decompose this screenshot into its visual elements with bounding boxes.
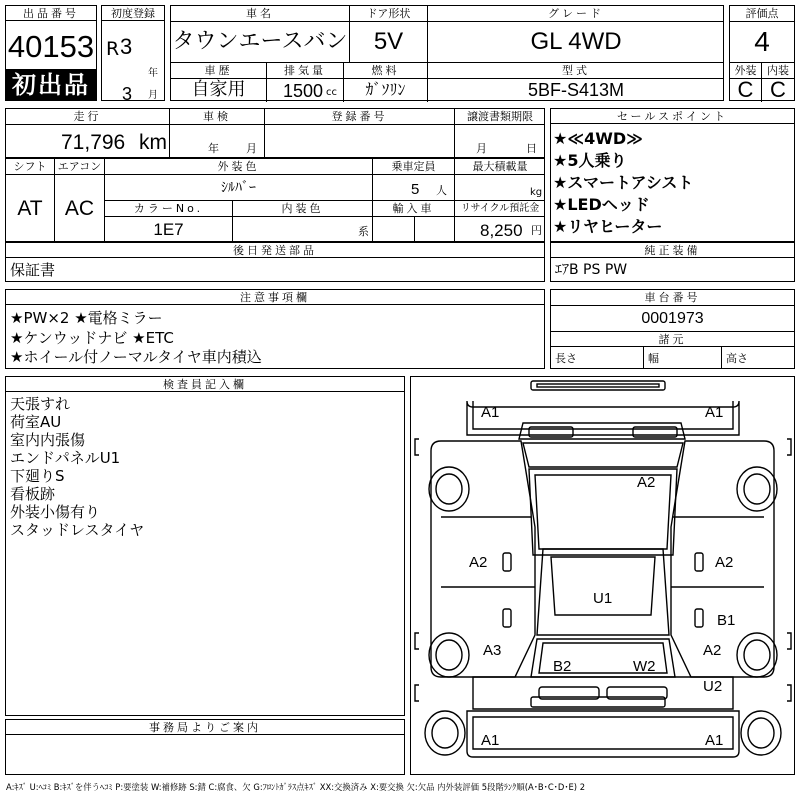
mileage-unit: km bbox=[139, 130, 167, 154]
damage-mark: W2 bbox=[633, 658, 656, 675]
lot-number: 40153 bbox=[7, 28, 95, 64]
sales-points-box bbox=[550, 108, 795, 242]
equipment-value: ｴｱB PS PW bbox=[555, 262, 628, 278]
notes-box bbox=[5, 289, 545, 369]
inspector-line: 看板跡 bbox=[10, 484, 56, 503]
chassis-label: 車台番号 bbox=[644, 291, 701, 304]
later-parts-box bbox=[5, 242, 545, 282]
sales-point: ★LEDヘッド bbox=[553, 195, 650, 214]
office-box bbox=[5, 719, 405, 775]
plate-label: 登録番号 bbox=[331, 110, 388, 123]
transfer-label: 譲渡書類期限 bbox=[467, 110, 533, 123]
sales-point: ★5人乗り bbox=[553, 151, 627, 170]
sales-point: ★≪4WD≫ bbox=[553, 129, 643, 148]
damage-mark: A1 bbox=[705, 404, 724, 421]
first-listing-badge: 初出品 bbox=[6, 69, 96, 100]
mileage-row bbox=[5, 108, 545, 158]
transfer-month-unit: 月 bbox=[476, 141, 487, 155]
int-score-label: 内装 bbox=[767, 64, 789, 77]
year-unit: 年 bbox=[148, 68, 158, 79]
load-label: 最大積載量 bbox=[472, 160, 528, 173]
fuel: ｶﾞｿﾘﾝ bbox=[365, 80, 406, 99]
color-no-label: カラーNo. bbox=[133, 202, 204, 215]
sales-point: ★スマートアシスト bbox=[553, 173, 694, 192]
note-line: ★ホイール付ノーマルタイヤ車内積込 bbox=[10, 348, 262, 366]
reg-year: 3 bbox=[120, 34, 133, 59]
damage-mark: A2 bbox=[703, 642, 722, 659]
note-line: ★ケンウッドナビ ★ETC bbox=[10, 329, 174, 347]
damage-mark: A2 bbox=[715, 554, 734, 571]
spec-row bbox=[5, 158, 545, 242]
damage-mark: A2 bbox=[469, 554, 488, 571]
chassis-box bbox=[550, 289, 795, 369]
office-label: 事務局よりご案内 bbox=[6, 720, 404, 735]
shift: AT bbox=[17, 196, 43, 220]
inspector-line: 下廻りS bbox=[10, 466, 65, 485]
legend: A:ｷｽﾞ U:ﾍｺﾐ B:ｷｽﾞを伴うﾍｺﾐ P:要塗装 W:補修跡 S:錆 C:腐食、欠 G:ﾌﾛﾝﾄｶﾞﾗｽ点ｷｽﾞ XX:交換済み X:要交換 欠:欠品 内外装評価 5段階ﾗﾝｸ順(A･B･C･D･E) 2 bbox=[6, 781, 586, 792]
inspection-year-unit: 年 bbox=[208, 141, 219, 155]
equipment-box bbox=[550, 242, 795, 282]
dims-label: 諸元 bbox=[658, 332, 687, 346]
damage-mark: U2 bbox=[703, 678, 723, 695]
mileage: 71,796 bbox=[61, 130, 126, 154]
grade-label: グレード bbox=[548, 7, 604, 20]
inspector-line: エンドパネルU1 bbox=[10, 448, 121, 467]
ext-score-label: 外装 bbox=[734, 64, 757, 77]
overall-score: 4 bbox=[754, 26, 770, 57]
car-diagram-svg bbox=[411, 377, 794, 774]
ac-label: エアコン bbox=[57, 160, 102, 173]
capacity-unit: 人 bbox=[436, 183, 447, 197]
door-label: ドア形状 bbox=[366, 7, 411, 20]
height-label: 高さ bbox=[726, 351, 748, 365]
inspection-label: 車検 bbox=[203, 110, 231, 123]
sales-label: セールスポイント bbox=[551, 109, 794, 124]
damage-mark: A2 bbox=[637, 474, 656, 491]
fuel-label: 燃料 bbox=[371, 64, 400, 77]
car-name: タウンエースバン bbox=[172, 29, 348, 54]
recycle-label: リサイクル預託金 bbox=[460, 202, 540, 214]
capacity-label: 乗車定員 bbox=[391, 160, 436, 173]
month-unit: 月 bbox=[148, 90, 158, 101]
shift-label: シフト bbox=[13, 160, 47, 173]
damage-mark: U1 bbox=[593, 590, 613, 607]
damage-diagram bbox=[410, 376, 795, 775]
int-color-unit: 系 bbox=[358, 224, 369, 238]
notes-label: 注意事項欄 bbox=[6, 290, 544, 305]
equipment-label: 純正装備 bbox=[551, 243, 794, 258]
car-history: 自家用 bbox=[191, 79, 246, 100]
chassis-number: 0001973 bbox=[641, 309, 704, 327]
recycle-fee: 8,250 bbox=[480, 220, 523, 240]
damage-mark: B1 bbox=[717, 612, 736, 629]
ext-color: ｼﾙﾊﾞｰ bbox=[221, 179, 256, 196]
model-code: 5BF-S413M bbox=[527, 80, 625, 100]
later-parts-label: 後日発送部品 bbox=[6, 243, 544, 258]
ext-color-label: 外装色 bbox=[217, 160, 260, 173]
inspector-line: 室内内張傷 bbox=[10, 430, 86, 449]
displacement: 1500 bbox=[283, 81, 324, 101]
recycle-unit: 円 bbox=[531, 223, 542, 237]
damage-mark: A3 bbox=[483, 642, 502, 659]
displacement-unit: cc bbox=[326, 87, 337, 98]
displacement-label: 排気量 bbox=[284, 64, 326, 77]
mileage-label: 走行 bbox=[73, 110, 102, 123]
damage-mark: A1 bbox=[481, 404, 500, 421]
note-line: ★PW×2 ★電格ミラー bbox=[10, 309, 163, 327]
inspector-line: 荷室AU bbox=[10, 412, 62, 431]
inspector-line: 外装小傷有り bbox=[10, 502, 101, 521]
transfer-day-unit: 日 bbox=[526, 141, 537, 155]
damage-mark: A1 bbox=[481, 732, 500, 749]
ac: AC bbox=[64, 196, 95, 220]
reg-label: 初度登録 bbox=[102, 6, 164, 21]
inspector-box bbox=[5, 376, 405, 716]
lot-label: 出品番号 bbox=[6, 6, 96, 21]
length-label: 長さ bbox=[555, 351, 577, 365]
ext-score: C bbox=[737, 77, 754, 102]
reg-month: 3 bbox=[122, 84, 133, 104]
score-box bbox=[729, 5, 795, 101]
score-label: 評価点 bbox=[745, 7, 779, 20]
grade: GL 4WD bbox=[530, 28, 622, 55]
color-no: 1E7 bbox=[153, 219, 184, 239]
inspector-line: 天張すれ bbox=[10, 394, 71, 413]
lot-box bbox=[5, 5, 97, 101]
inspection-month-unit: 月 bbox=[246, 141, 257, 155]
sales-point: ★リヤヒーター bbox=[553, 217, 663, 236]
era-label: R bbox=[106, 37, 120, 60]
name-label: 車名 bbox=[246, 7, 274, 20]
model-label: 型式 bbox=[562, 64, 590, 77]
width-label: 幅 bbox=[648, 351, 659, 365]
inspector-line: スタッドレスタイヤ bbox=[10, 520, 145, 539]
history-label: 車歴 bbox=[204, 64, 233, 77]
capacity: 5 bbox=[411, 180, 420, 198]
reg-box bbox=[101, 5, 165, 104]
int-color-label: 内装色 bbox=[281, 202, 324, 215]
vehicle-info-box bbox=[170, 5, 724, 101]
damage-mark: B2 bbox=[553, 658, 572, 675]
import-label: 輸入車 bbox=[392, 202, 435, 215]
inspector-label: 検査員記入欄 bbox=[6, 377, 404, 392]
int-score: C bbox=[770, 77, 786, 102]
later-parts-value: 保証書 bbox=[10, 260, 56, 279]
load-unit: kg bbox=[530, 187, 543, 198]
door-type: 5V bbox=[373, 28, 404, 55]
damage-mark: A1 bbox=[705, 732, 724, 749]
